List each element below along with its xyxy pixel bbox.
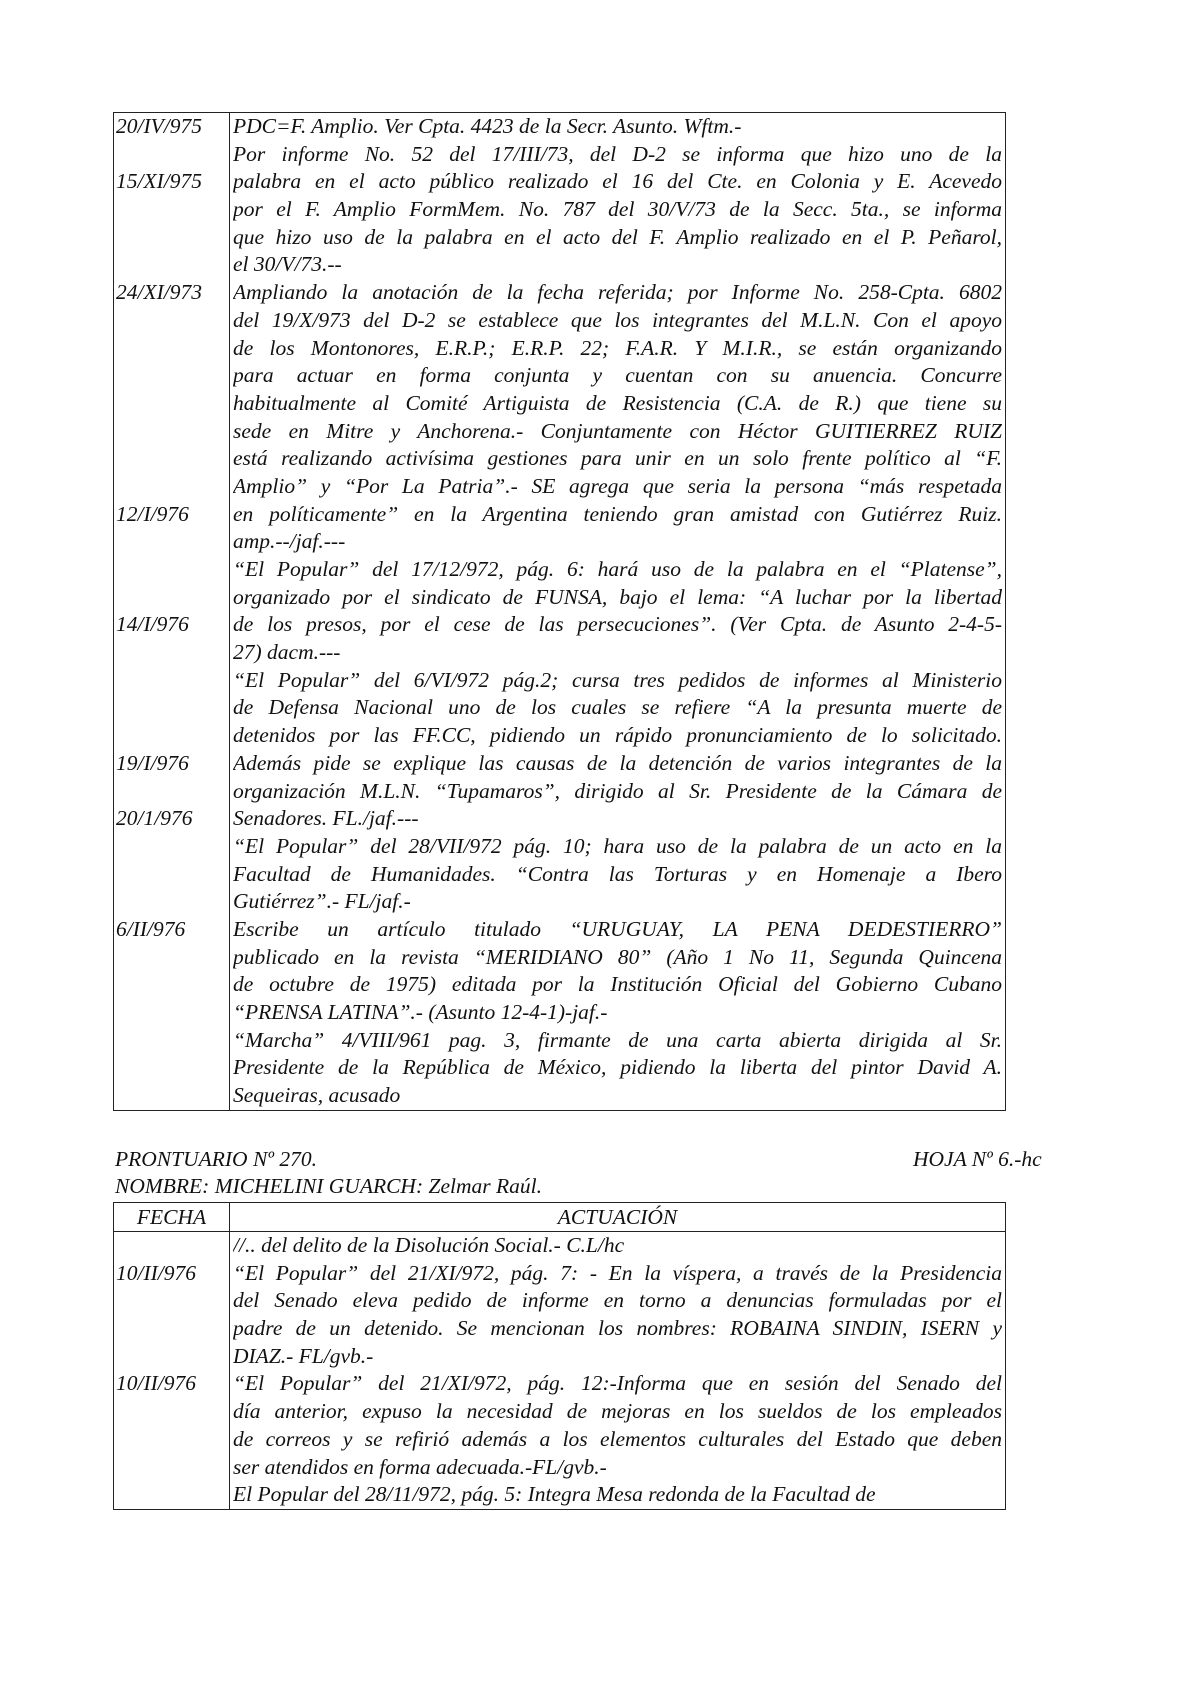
- sheet-number: HOJA Nº 6.-hc: [913, 1147, 1042, 1171]
- entry-text-line: organización M.L.N. “Tupamaros”, dirigido al Sr. Presidente de la Cámara de: [233, 778, 1002, 803]
- entry-text-line: ser atendidos en forma adecuada.-FL/gvb.-: [233, 1454, 607, 1479]
- entry-date: [114, 1287, 229, 1315]
- entry-date: [114, 1027, 229, 1055]
- entry-date: [114, 1454, 229, 1482]
- text-column: [230, 1232, 1006, 1510]
- entry-text-line: el 30/V/73.--: [233, 252, 342, 277]
- entry-date: [114, 971, 229, 999]
- entry-date: [114, 667, 229, 695]
- entry-text-line: Gutiérrez”.- FL/jaf.-: [233, 889, 411, 914]
- entry-text-line: “El Popular” del 6/VI/972 pág.2; cursa tres pedidos de informes al Ministerio: [233, 667, 1002, 692]
- entry-text-line: “El Popular” del 28/VII/972 pág. 10; hara uso de la palabra de un acto en la: [233, 833, 1002, 858]
- entry-date: [114, 196, 229, 224]
- entry-text-line: detenidos por las FF.CC, pidiendo un rápido pronunciamiento de lo solicitado.: [233, 723, 1002, 748]
- entry-text-line: PDC=F. Amplio. Ver Cpta. 4423 de la Secr. Asunto. Wftm.-: [233, 114, 742, 138]
- entry-text-line: Sequeiras, acusado: [233, 1083, 401, 1108]
- entry-text-line: Ampliando la anotación de la fecha referida; por Informe No. 258-Cpta. 6802: [233, 280, 1002, 305]
- entry-date: [114, 888, 229, 916]
- entry-date: [114, 584, 229, 612]
- entry-text-line: de octubre de 1975) editada por la Institución Oficial del Gobierno Cubano: [233, 972, 1002, 997]
- entry-text-line: Además pide se explique las causas de la detención de varios integrantes de la: [233, 750, 1002, 775]
- entry-text-line: que hizo uso de la palabra en el acto del F. Amplio realizado en el P. Peñarol,: [233, 224, 1002, 249]
- entry-date: 12/I/976: [116, 501, 189, 526]
- entry-text-line: 27) dacm.---: [233, 640, 341, 665]
- entry-date: [114, 1343, 229, 1371]
- entry-date: [114, 694, 229, 722]
- entry-text-line: “PRENSA LATINA”.- (Asunto 12-4-1)-jaf.-: [233, 1000, 608, 1024]
- entry-date: [114, 390, 229, 418]
- entry-text-line: día anterior, expuso la necesidad de mejoras en los sueldos de los empleados: [233, 1399, 1002, 1424]
- entry-date: [114, 307, 229, 335]
- entry-date: [114, 473, 229, 501]
- entry-text-line: de correos y se refirió además a los elementos culturales del Estado que deben: [233, 1426, 1002, 1451]
- entry-date: 10/II/976: [116, 1371, 197, 1396]
- entry-date: 6/II/976: [116, 916, 186, 941]
- entry-text-line: por el F. Amplio FormMem. No. 787 del 30/V/73 de la Secc. 5ta., se informa: [233, 197, 1002, 222]
- table-header-row: [114, 1203, 1006, 1232]
- entry-date: 20/1/976: [116, 806, 193, 831]
- entry-date: [114, 445, 229, 473]
- entry-text-line: Por informe No. 52 del 17/III/73, del D-2 se informa que hizo uno de la: [233, 141, 1002, 166]
- column-header-fecha: FECHA: [114, 1203, 230, 1232]
- entry-date: [114, 1232, 229, 1260]
- entry-text-line: “El Popular” del 21/XI/972, pág. 12:-Informa que en sesión del Senado del: [233, 1371, 1002, 1396]
- entry-date: [114, 944, 229, 972]
- entry-date: [114, 639, 229, 667]
- entry-text-line: “El Popular” del 21/XI/972, pág. 7: - En la víspera, a través de la Presidencia: [233, 1260, 1002, 1285]
- subject-name: NOMBRE: MICHELINI GUARCH: Zelmar Raúl.: [115, 1174, 542, 1198]
- entry-text-line: está realizando activísima gestiones para unir en un solo frente político al “F.: [233, 446, 1002, 471]
- entry-text-line: amp.--/jaf.---: [233, 529, 346, 554]
- entry-date: 20/IV/975: [116, 114, 202, 138]
- entry-date: [114, 418, 229, 446]
- entry-date: 10/II/976: [116, 1260, 197, 1285]
- entry-date: [114, 1481, 229, 1509]
- entry-text-line: del Senado eleva pedido de informe en torno a denuncias formuladas por el: [233, 1288, 1002, 1313]
- entry-text-line: Escribe un artículo titulado “URUGUAY, LA PENA DEDESTIERRO”: [233, 916, 1002, 941]
- entry-text-line: Facultad de Humanidades. “Contra las Torturas y en Homenaje a Ibero: [233, 861, 1002, 886]
- prontuario-number: PRONTUARIO Nº 270.: [115, 1147, 317, 1171]
- entry-text-line: sede en Mitre y Anchorena.- Conjuntamente con Héctor GUITIERREZ RUIZ: [233, 418, 1002, 443]
- entry-text-line: //.. del delito de la Disolución Social.- C.L/hc: [233, 1233, 625, 1257]
- entry-date: 24/XI/973: [116, 280, 202, 305]
- entry-date: [114, 224, 229, 252]
- entry-date: [114, 528, 229, 556]
- entry-date: [114, 1315, 229, 1343]
- entry-date: [114, 1426, 229, 1454]
- actuaciones-table-continued: [113, 112, 1006, 1111]
- entry-date: [114, 1398, 229, 1426]
- date-column: [114, 1232, 230, 1510]
- entry-date: [114, 1082, 229, 1110]
- entry-text-line: “El Popular” del 17/12/972, pág. 6: hará uso de la palabra en el “Platense”,: [233, 557, 1002, 581]
- entry-text-line: “Marcha” 4/VIII/961 pag. 3, firmante de una carta abierta dirigida al Sr.: [233, 1027, 1002, 1052]
- entry-text-line: padre de un detenido. Se mencionan los nombres: ROBAINA SINDIN, ISERN y: [233, 1316, 1002, 1341]
- entry-text-line: de Defensa Nacional uno de los cuales se refiere “A la presunta muerte de: [233, 695, 1002, 720]
- table-row: [114, 113, 1006, 1111]
- entry-text-line: de los presos, por el cese de las persecuciones”. (Ver Cpta. de Asunto 2-4-5-: [233, 612, 1002, 637]
- table-row: [114, 1232, 1006, 1510]
- entry-text-line: DIAZ.- FL/gvb.-: [233, 1343, 374, 1368]
- entry-text-line: Amplio” y “Por La Patria”.- SE agrega que seria la persona “más respetada: [233, 473, 1002, 498]
- entry-text-line: de los Montonores, E.R.P.; E.R.P. 22; F.A.R. Y M.I.R., se están organizando: [233, 335, 1002, 360]
- entry-date: [114, 861, 229, 889]
- entry-date: [114, 335, 229, 363]
- entry-date: 14/I/976: [116, 612, 189, 637]
- entry-text-line: palabra en el acto público realizado el 16 del Cte. en Colonia y E. Acevedo: [233, 169, 1002, 194]
- entry-date: [114, 141, 229, 169]
- entry-date: [114, 833, 229, 861]
- text-column: [230, 113, 1006, 1111]
- entry-date: [114, 778, 229, 806]
- entry-text-line: Presidente de la República de México, pidiendo la liberta del pintor David A.: [233, 1055, 1002, 1080]
- column-header-actuacion: ACTUACIÓN: [230, 1203, 1006, 1232]
- entry-text-line: del 19/X/973 del D-2 se establece que los integrantes del M.L.N. Con el apoyo: [233, 307, 1002, 332]
- entry-text-line: organizado por el sindicato de FUNSA, bajo el lema: “A luchar por la libertad: [233, 584, 1002, 609]
- entry-text-line: en políticamente” en la Argentina teniendo gran amistad con Gutiérrez Ruiz.: [233, 501, 1002, 526]
- entry-date: [114, 251, 229, 279]
- entry-text-line: para actuar en forma conjunta y cuentan con su anuencia. Concurre: [233, 363, 1002, 388]
- date-column: [114, 113, 230, 1111]
- entry-date: [114, 362, 229, 390]
- entry-text-line: Senadores. FL./jaf.---: [233, 806, 419, 831]
- entry-text-line: publicado en la revista “MERIDIANO 80” (Año 1 No 11, Segunda Quincena: [233, 944, 1002, 969]
- entry-date: 15/XI/975: [116, 169, 202, 194]
- entry-text-line: habitualmente al Comité Artiguista de Resistencia (C.A. de R.) que tiene su: [233, 390, 1002, 415]
- entry-date: 19/I/976: [116, 750, 189, 775]
- actuaciones-table: [113, 1202, 1006, 1510]
- entry-date: [114, 1054, 229, 1082]
- entry-text-line: El Popular del 28/11/972, pág. 5: Integra Mesa redonda de la Facultad de: [233, 1482, 876, 1507]
- entry-date: [114, 999, 229, 1027]
- entry-date: [114, 722, 229, 750]
- entry-date: [114, 556, 229, 584]
